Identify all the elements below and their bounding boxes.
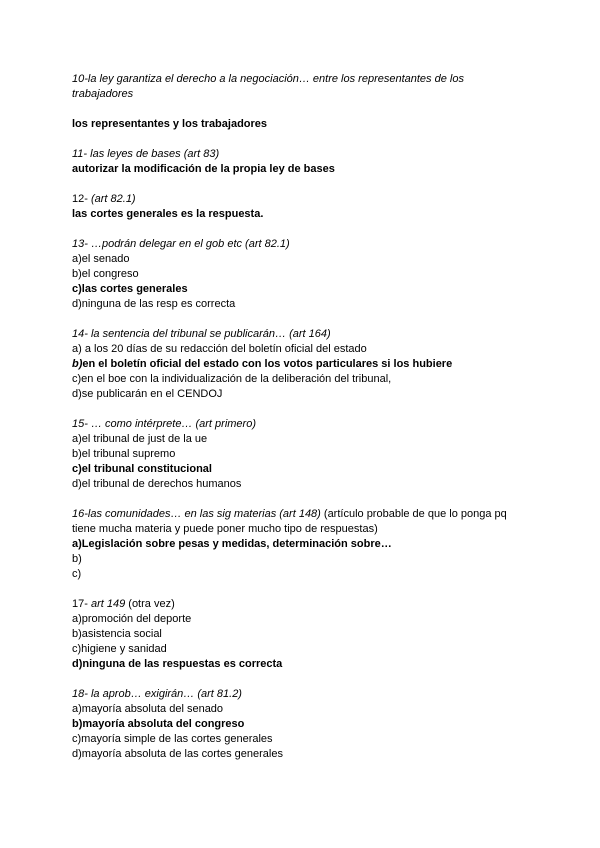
question-14-prompt: 14- la sentencia del tribunal se publicarán… (art 164)	[72, 328, 331, 340]
question-11-answer: autorizar la modificación de la propia ley de bases	[72, 163, 335, 175]
question-13	[72, 237, 532, 312]
question-13-prompt: 13- …podrán delegar en el gob etc (art 82.1)	[72, 238, 290, 250]
question-18-option-d: d)mayoría absoluta de las cortes generales	[72, 748, 283, 760]
question-10-answer: los representantes y los trabajadores	[72, 118, 268, 130]
question-16-prompt: 16-las comunidades… en las sig materias (art 148)	[72, 508, 321, 520]
question-11-prompt: 11- las leyes de bases (art 83)	[72, 148, 220, 160]
question-17-number: 17-	[72, 598, 91, 610]
question-14-option-a: a) a los 20 días de su redacción del boletín oficial del estado	[72, 343, 367, 355]
question-18	[72, 687, 532, 762]
question-15-prompt: 15- … como intérprete… (art primero)	[72, 418, 256, 430]
question-18-option-a: a)mayoría absoluta del senado	[72, 703, 224, 715]
question-11	[72, 147, 532, 177]
question-17-reference: art 149	[90, 598, 126, 610]
question-14-option-d: d)se publicarán en el CENDOJ	[72, 388, 223, 400]
question-18-prompt: 18- la aprob… exigirán… (art 81.2)	[72, 688, 242, 700]
question-14	[72, 327, 532, 402]
question-14-option-b	[72, 357, 532, 372]
question-10-prompt-line-2: trabajadores	[72, 88, 134, 100]
document-page	[72, 72, 532, 762]
question-17-option-a: a)promoción del deporte	[72, 613, 192, 625]
question-16-prompt-line-1	[72, 507, 532, 522]
question-18-option-c: c)mayoría simple de las cortes generales	[72, 733, 273, 745]
question-14-option-b-letter: b)	[72, 358, 83, 370]
question-17-option-d: d)ninguna de las respuestas es correcta	[72, 658, 283, 670]
question-13-option-a: a)el senado	[72, 253, 130, 265]
question-16-prompt-line-2: tiene mucha materia y puede poner mucho tipo de respuestas)	[72, 523, 378, 535]
question-17-note: (otra vez)	[125, 598, 175, 610]
question-15-option-c: c)el tribunal constitucional	[72, 463, 212, 475]
question-15-option-b: b)el tribunal supremo	[72, 448, 176, 460]
question-17-option-c: c)higiene y sanidad	[72, 643, 167, 655]
question-15	[72, 417, 532, 492]
question-17-prompt	[72, 597, 532, 612]
question-13-option-c: c)las cortes generales	[72, 283, 188, 295]
question-16	[72, 507, 532, 582]
question-13-option-b: b)el congreso	[72, 268, 139, 280]
question-16-option-a: a)Legislación sobre pesas y medidas, determinación sobre…	[72, 538, 392, 550]
question-12-number: 12-	[72, 193, 91, 205]
question-17-option-b: b)asistencia social	[72, 628, 162, 640]
question-16-option-b: b)	[72, 553, 82, 565]
question-12	[72, 192, 532, 222]
question-18-option-b: b)mayoría absoluta del congreso	[72, 718, 245, 730]
question-15-option-a: a)el tribunal de just de la ue	[72, 433, 208, 445]
question-10	[72, 72, 532, 132]
question-16-note: (artículo probable de que lo ponga pq	[320, 508, 507, 520]
question-17	[72, 597, 532, 672]
question-16-option-c: c)	[72, 568, 82, 580]
question-12-answer: las cortes generales es la respuesta.	[72, 208, 264, 220]
question-10-prompt-line-1: 10-la ley garantiza el derecho a la negociación… entre los representantes de los	[72, 73, 464, 85]
question-13-option-d: d)ninguna de las resp es correcta	[72, 298, 236, 310]
question-12-reference: (art 82.1)	[90, 193, 136, 205]
question-14-option-c: c)en el boe con la individualización de la deliberación del tribunal,	[72, 373, 392, 385]
question-12-prompt	[72, 192, 532, 207]
question-15-option-d: d)el tribunal de derechos humanos	[72, 478, 242, 490]
question-14-option-b-text: en el boletín oficial del estado con los votos particulares si los hubiere	[82, 358, 453, 370]
